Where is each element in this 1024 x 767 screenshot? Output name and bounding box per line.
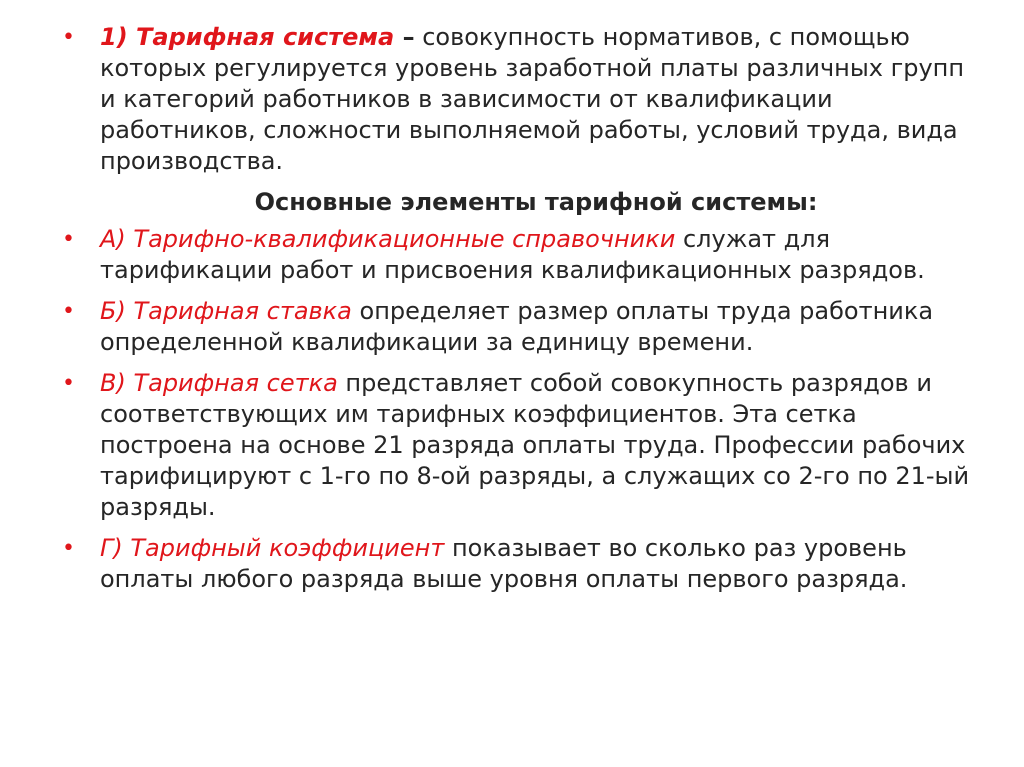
definition-text: определяет размер оплаты труда работника определенной квалификации за единицу времени.	[100, 297, 934, 356]
term-tariff-coefficient: Г) Тарифный коэффициент	[100, 534, 445, 562]
definition-text: представляет собой совокупность разрядов и соответствующих им тарифных коэффициентов. Эта сетка построена на основе 21 разряда оплаты труда. Профессии рабочих тарифицируют с 1-го по 8-ой разряды, а служащих со 2-го по 21-ый разряды.	[100, 369, 970, 521]
bullet-item-tariff-rate	[62, 296, 972, 358]
bullet-icon: •	[62, 25, 75, 50]
term-tariff-grid: В) Тарифная сетка	[100, 369, 338, 397]
bullet-item-tariff-grid	[62, 368, 972, 523]
term-dash: –	[394, 23, 415, 51]
bullet-item-qualification-directories	[62, 224, 972, 286]
term-tariff-system: 1) Тарифная система	[100, 23, 395, 51]
bullet-item-tariff-system	[62, 22, 972, 177]
definition-text: совокупность нормативов, с помощью которых регулируется уровень заработной платы различных групп и категорий работников в зависимости от квалификации работников, сложности выполняемой работы, условий труда, вида производства.	[100, 23, 965, 175]
definition-text: показывает во сколько раз уровень оплаты любого разряда выше уровня оплаты первого разряда.	[100, 534, 908, 593]
term-tariff-rate: Б) Тарифная ставка	[100, 297, 352, 325]
slide-content	[62, 22, 972, 605]
bullet-icon: •	[62, 371, 75, 396]
section-heading: Основные элементы тарифной системы:	[254, 188, 818, 216]
bullet-icon: •	[62, 536, 75, 561]
bullet-item-tariff-coefficient	[62, 533, 972, 595]
bullet-icon: •	[62, 227, 75, 252]
definition-text: служат для тарификации работ и присвоения квалификационных разрядов.	[100, 225, 925, 284]
bullet-icon: •	[62, 299, 75, 324]
term-qualification-directories: А) Тарифно-квалификационные справочники	[100, 225, 676, 253]
